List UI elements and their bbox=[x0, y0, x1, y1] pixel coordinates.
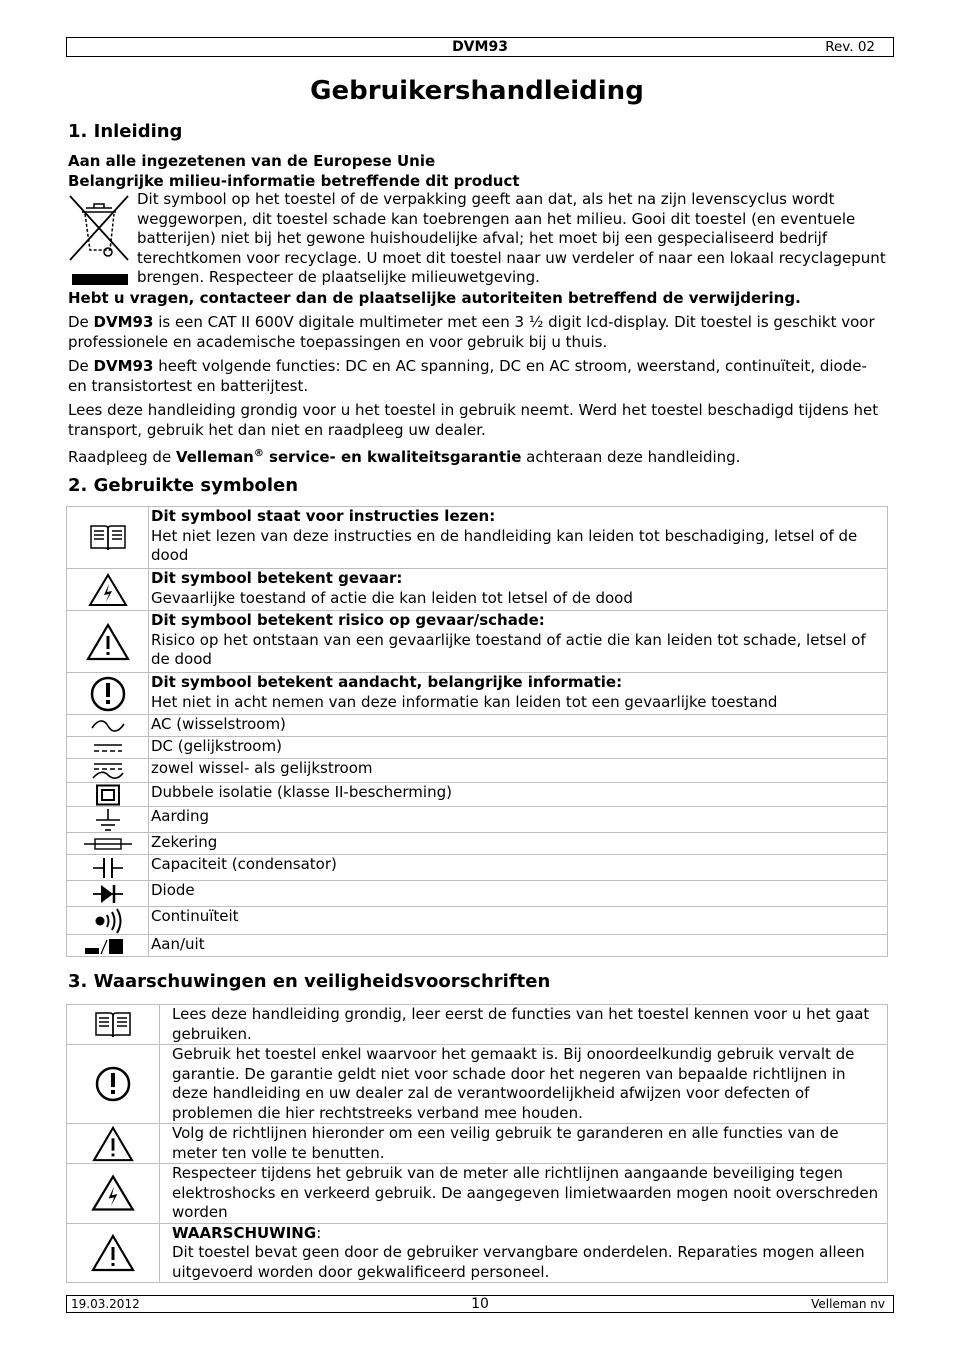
disposal-questions: Hebt u vragen, contacteer dan de plaatselijke autoriteiten betreffend de verwijdering. bbox=[68, 289, 801, 307]
document-code: DVM93 bbox=[452, 39, 508, 55]
warnings-table bbox=[66, 1004, 888, 1283]
brand-name: Velleman bbox=[175, 448, 254, 466]
symbol-description bbox=[149, 507, 888, 569]
warning-triangle-icon bbox=[67, 1223, 160, 1283]
revision-label: Rev. 02 bbox=[825, 39, 875, 55]
warning-text: Volg de richtlijnen hieronder om een veilig gebruik te garanderen en alle functies van de meter ten volle te benutten. bbox=[160, 1124, 888, 1164]
warning-text: Respecteer tijdens het gebruik van de meter alle richtlijnen aangaande beveiliging tegen elektroshocks en verkeerd gebruik. De aangegeven limietwaarden mogen nooit overschreden worden bbox=[160, 1164, 888, 1224]
text-fragment: heeft volgende functies: DC en AC spanning, DC en AC stroom, weerstand, continuïteit, diode- en transistortest en batterijtest. bbox=[68, 357, 867, 395]
text-fragment: De bbox=[68, 357, 94, 375]
symbol-title: Dit symbool staat voor instructies lezen: bbox=[151, 507, 496, 525]
symbol-description: AC (wisselstroom) bbox=[149, 715, 888, 737]
table-row bbox=[67, 1124, 888, 1164]
table-row bbox=[67, 715, 888, 737]
text-fragment: is een CAT II 600V digitale multimeter met een 3 ½ digit lcd-display. Dit toestel is geschikt voor professionele en academische toepassingen en voor gebruik bij u thuis. bbox=[68, 313, 875, 351]
high-voltage-icon bbox=[67, 569, 149, 611]
table-row bbox=[67, 737, 888, 759]
symbol-text: Risico op het ontstaan van een gevaarlijke toestand of actie die kan leiden tot schade, letsel of de dood bbox=[151, 630, 866, 668]
text-fragment: De bbox=[68, 313, 94, 331]
double-insulation-icon bbox=[67, 783, 149, 807]
ground-icon bbox=[67, 807, 149, 833]
symbol-description bbox=[149, 569, 888, 611]
capacitor-icon bbox=[67, 855, 149, 881]
symbol-text: Het niet lezen van deze instructies en de handleiding kan leiden tot beschadiging, letsel of de dood bbox=[151, 526, 858, 564]
disposal-notice: Dit symbool op het toestel of de verpakking geeft aan dat, als het na zijn levenscyclus wordt weggeworpen, dit toestel schade kan toebrengen aan het milieu. Gooi dit toestel (en eventuele batterijen) niet bij het gewone huishoudelijke afval; het moet bij een gespecialiseerd bedrijf terechtkomen voor recyclage. U moet dit toestel naar uw verdeler of naar een lokaal recyclagepunt brengen. Respecteer de plaatselijke milieuwetgeving. bbox=[137, 190, 886, 286]
footer-company: Velleman nv bbox=[811, 1297, 885, 1311]
table-row bbox=[67, 507, 888, 569]
table-row bbox=[67, 881, 888, 907]
ac-dc-icon bbox=[67, 759, 149, 783]
table-row bbox=[67, 807, 888, 833]
table-row bbox=[67, 907, 888, 935]
intro-line-eu: Aan alle ingezetenen van de Europese Unie bbox=[68, 152, 436, 170]
diode-icon bbox=[67, 881, 149, 907]
symbol-title: Dit symbool betekent aandacht, belangrijke informatie: bbox=[151, 673, 623, 691]
dc-icon bbox=[67, 737, 149, 759]
registered-mark: ® bbox=[253, 448, 264, 459]
table-row bbox=[67, 673, 888, 715]
section-heading-inleiding: 1. Inleiding bbox=[68, 121, 183, 142]
symbol-description: DC (gelijkstroom) bbox=[149, 737, 888, 759]
symbol-description: Zekering bbox=[149, 833, 888, 855]
symbol-title: Dit symbool betekent risico op gevaar/schade: bbox=[151, 611, 545, 629]
intro-line-milieu: Belangrijke milieu-informatie betreffende dit product bbox=[68, 172, 520, 190]
symbol-description bbox=[149, 611, 888, 673]
model-name: DVM93 bbox=[93, 357, 154, 375]
text-fragment: Raadpleeg de bbox=[68, 448, 176, 466]
book-icon bbox=[67, 1005, 160, 1045]
table-row bbox=[67, 759, 888, 783]
table-row bbox=[67, 1164, 888, 1224]
symbol-title: Dit symbool betekent gevaar: bbox=[151, 569, 403, 587]
page-footer bbox=[66, 1295, 894, 1313]
section-heading-waarschuwingen: 3. Waarschuwingen en veiligheidsvoorschriften bbox=[68, 971, 551, 992]
table-row bbox=[67, 1005, 888, 1045]
symbol-text: Gevaarlijke toestand of actie die kan leiden tot letsel of de dood bbox=[151, 588, 633, 607]
table-row bbox=[67, 611, 888, 673]
power-switch-icon bbox=[67, 935, 149, 957]
warning-text: Lees deze handleiding grondig, leer eerst de functies van het toestel kennen voor u het gaat gebruiken. bbox=[160, 1005, 888, 1045]
symbol-description: Aan/uit bbox=[149, 935, 888, 957]
book-icon bbox=[67, 507, 149, 569]
warning-title: WAARSCHUWING bbox=[172, 1223, 317, 1242]
model-name: DVM93 bbox=[93, 313, 154, 331]
warning-triangle-icon bbox=[67, 611, 149, 673]
table-row bbox=[67, 783, 888, 807]
attention-circle-icon bbox=[67, 673, 149, 715]
warning-text bbox=[160, 1223, 888, 1283]
symbol-text: Het niet in acht nemen van deze informatie kan leiden tot een gevaarlijke toestand bbox=[151, 692, 778, 711]
symbol-description: zowel wissel- als gelijkstroom bbox=[149, 759, 888, 783]
warning-text: Gebruik het toestel enkel waarvoor het gemaakt is. Bij onoordeelkundig gebruik vervalt de garantie. De garantie geldt niet voor schade door het negeren van bepaalde richtlijnen in deze handleiding en uw dealer zal de verantwoordelijkheid afwijzen voor defecten of problemen die hier rechtstreeks verband mee houden. bbox=[160, 1045, 888, 1124]
table-row bbox=[67, 1045, 888, 1124]
symbols-table bbox=[66, 506, 888, 957]
warning-title-suffix: : bbox=[316, 1223, 322, 1242]
table-row bbox=[67, 855, 888, 881]
symbol-description: Aarding bbox=[149, 807, 888, 833]
symbol-description: Continuïteit bbox=[149, 907, 888, 935]
section-heading-symbolen: 2. Gebruikte symbolen bbox=[68, 475, 299, 496]
product-functions bbox=[68, 357, 888, 396]
warning-body: Dit toestel bevat geen door de gebruiker vervangbare onderdelen. Reparaties mogen alleen uitgevoerd worden door gekwalificeerd personeel. bbox=[172, 1243, 865, 1281]
text-fragment: achteraan deze handleiding. bbox=[521, 448, 741, 466]
symbol-description: Diode bbox=[149, 881, 888, 907]
page-header bbox=[66, 37, 894, 57]
warning-triangle-icon bbox=[67, 1124, 160, 1164]
symbol-description bbox=[149, 673, 888, 715]
continuity-icon bbox=[67, 907, 149, 935]
attention-circle-icon bbox=[67, 1045, 160, 1124]
symbol-description: Capaciteit (condensator) bbox=[149, 855, 888, 881]
table-row bbox=[67, 569, 888, 611]
page-number: 10 bbox=[471, 1296, 489, 1312]
warranty-reference bbox=[68, 444, 888, 468]
table-row bbox=[67, 1223, 888, 1283]
high-voltage-icon bbox=[67, 1164, 160, 1224]
product-description bbox=[68, 313, 888, 352]
table-row bbox=[67, 935, 888, 957]
warranty-title: service- en kwaliteitsgarantie bbox=[263, 448, 522, 466]
page-title: Gebruikershandleiding bbox=[310, 76, 644, 106]
ac-icon bbox=[67, 715, 149, 737]
footer-date: 19.03.2012 bbox=[71, 1297, 140, 1311]
crossed-bin-icon bbox=[68, 194, 130, 286]
read-manual-paragraph: Lees deze handleiding grondig voor u het toestel in gebruik neemt. Werd het toestel beschadigd tijdens het transport, gebruik het dan niet en raadpleeg uw dealer. bbox=[68, 401, 879, 439]
symbol-description: Dubbele isolatie (klasse II-bescherming) bbox=[149, 783, 888, 807]
fuse-icon bbox=[67, 833, 149, 855]
table-row bbox=[67, 833, 888, 855]
